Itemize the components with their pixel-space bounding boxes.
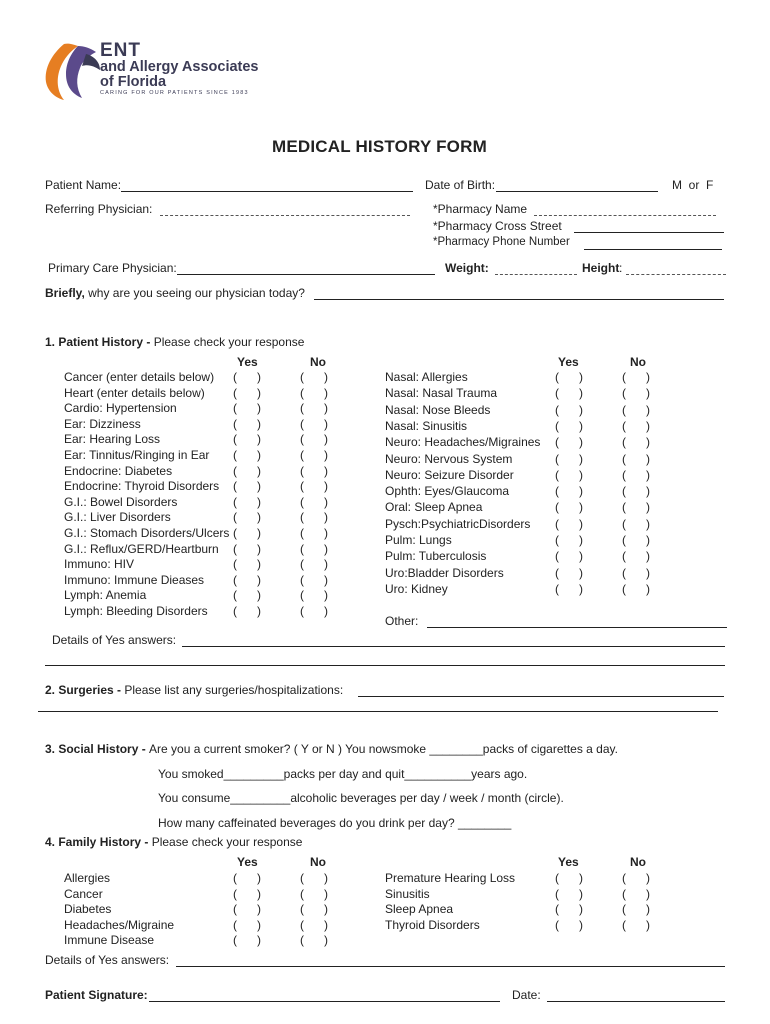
ph-right-yes-checkbox[interactable]: ( ) bbox=[555, 500, 583, 515]
ph-left-yes-checkbox[interactable]: ( ) bbox=[233, 510, 261, 525]
fh-left-yes-header: Yes bbox=[237, 855, 258, 869]
fh-left-item: Cancer bbox=[64, 886, 103, 901]
fh-right-no-checkbox[interactable]: ( ) bbox=[622, 917, 650, 932]
ph-left-yes-checkbox[interactable]: ( ) bbox=[233, 432, 261, 447]
ph-left-no-checkbox[interactable]: ( ) bbox=[300, 432, 328, 447]
fh-details-field[interactable] bbox=[176, 966, 725, 967]
other-label: Other: bbox=[385, 614, 419, 628]
ph-left-yes-checkbox[interactable]: ( ) bbox=[233, 604, 261, 618]
ph-left-item: Ear: Tinnitus/Ringing in Ear bbox=[64, 448, 210, 462]
ph-left-item: Lymph: Bleeding Disorders bbox=[64, 604, 208, 618]
signature-label: Patient Signature: bbox=[45, 988, 148, 1002]
ph-right-yes-checkbox[interactable]: ( ) bbox=[555, 402, 583, 417]
ph-left-item: Immuno: Immune Dieases bbox=[64, 572, 205, 587]
fh-left-item: Diabetes bbox=[64, 902, 112, 917]
fh-right-no-checkbox[interactable]: ( ) bbox=[622, 886, 650, 901]
ph-left-item: G.I.: Liver Disorders bbox=[64, 510, 171, 525]
surgeries-heading bbox=[45, 683, 343, 697]
ph-right-yes-checkbox[interactable]: ( ) bbox=[555, 549, 583, 564]
ph-right-item: Pulm: Lungs bbox=[385, 533, 452, 547]
form-title: MEDICAL HISTORY FORM bbox=[272, 137, 487, 156]
ph-left-item: Ear: Dizziness bbox=[64, 416, 141, 431]
ph-right-no-checkbox[interactable]: ( ) bbox=[622, 549, 650, 564]
fh-left-no-checkbox[interactable]: ( ) bbox=[300, 902, 328, 917]
pharmacy-phone-label: *Pharmacy Phone Number bbox=[433, 236, 570, 248]
ph-right-no-checkbox[interactable]: ( ) bbox=[622, 402, 650, 417]
signature-field[interactable] bbox=[149, 1001, 500, 1002]
ph-right-item: Nasal: Nasal Trauma bbox=[385, 386, 498, 401]
ph-right-item: Neuro: Headaches/Migraines bbox=[385, 435, 541, 450]
ph-right-no-checkbox[interactable]: ( ) bbox=[622, 418, 650, 433]
ph-left-no-checkbox[interactable]: ( ) bbox=[300, 604, 328, 618]
fh-right-yes-header: Yes bbox=[558, 855, 579, 869]
ph-left-yes-checkbox[interactable]: ( ) bbox=[233, 385, 261, 400]
fh-details-label: Details of Yes answers: bbox=[45, 953, 170, 967]
ph-right-no-checkbox[interactable]: ( ) bbox=[622, 516, 650, 531]
fh-right-yes-checkbox[interactable]: ( ) bbox=[555, 886, 583, 901]
fh-right-item: Thyroid Disorders bbox=[385, 917, 480, 932]
height-colon: : bbox=[619, 261, 623, 275]
ph-left-item: Immuno: HIV bbox=[64, 557, 135, 572]
social-history-heading-bold: 3. Social History - bbox=[45, 742, 150, 756]
patient-history-heading-bold: 1. Patient History - bbox=[45, 335, 154, 349]
fh-right-no-header: No bbox=[630, 855, 646, 869]
ph-right-yes-checkbox[interactable]: ( ) bbox=[555, 516, 583, 531]
fh-left-yes-checkbox[interactable]: ( ) bbox=[233, 917, 261, 932]
ph-right-item: Nasal: Sinusitis bbox=[385, 418, 468, 433]
ph-right-yes-checkbox[interactable]: ( ) bbox=[555, 467, 583, 482]
pcp-field[interactable] bbox=[177, 274, 435, 275]
logo-line1: ENT bbox=[100, 40, 141, 61]
ph-left-no-checkbox[interactable]: ( ) bbox=[300, 526, 328, 540]
ph-right-item: Oral: Sleep Apnea bbox=[385, 500, 483, 515]
fh-left-yes-checkbox[interactable]: ( ) bbox=[233, 871, 261, 885]
ph-left-no-checkbox[interactable]: ( ) bbox=[300, 416, 328, 431]
fh-right-yes-checkbox[interactable]: ( ) bbox=[555, 917, 583, 932]
surgeries-field[interactable] bbox=[358, 696, 724, 697]
logo-line3: of Florida bbox=[100, 74, 167, 90]
pharmacy-name-field[interactable] bbox=[534, 215, 716, 216]
family-history-heading-rest: Please check your response bbox=[151, 835, 303, 849]
ph-left-no-checkbox[interactable]: ( ) bbox=[300, 557, 328, 572]
ph-left-no-checkbox[interactable]: ( ) bbox=[300, 494, 328, 509]
ph-left-no-checkbox[interactable]: ( ) bbox=[300, 448, 328, 462]
weight-label: Weight: bbox=[445, 261, 489, 275]
fh-right-no-checkbox[interactable]: ( ) bbox=[622, 902, 650, 917]
ph-left-no-checkbox[interactable]: ( ) bbox=[300, 463, 328, 478]
ph-left-no-checkbox[interactable]: ( ) bbox=[300, 370, 328, 384]
fh-left-yes-checkbox[interactable]: ( ) bbox=[233, 902, 261, 917]
ph-right-no-checkbox[interactable]: ( ) bbox=[622, 484, 650, 499]
family-history-heading bbox=[45, 835, 302, 849]
ph-right-no-checkbox[interactable]: ( ) bbox=[622, 386, 650, 401]
ph-left-no-checkbox[interactable]: ( ) bbox=[300, 510, 328, 525]
ph-right-yes-checkbox[interactable]: ( ) bbox=[555, 418, 583, 433]
fh-left-no-checkbox[interactable]: ( ) bbox=[300, 886, 328, 901]
patient-name-label: Patient Name: bbox=[45, 178, 122, 192]
ph-left-yes-checkbox[interactable]: ( ) bbox=[233, 463, 261, 478]
ph-left-yes-checkbox[interactable]: ( ) bbox=[233, 526, 261, 540]
fh-right-item: Premature Hearing Loss bbox=[385, 871, 516, 885]
ph-details-label: Details of Yes answers: bbox=[52, 633, 177, 647]
ph-left-item: Endocrine: Diabetes bbox=[64, 463, 173, 478]
ph-right-item: Ophth: Eyes/Glaucoma bbox=[385, 484, 510, 499]
ph-left-yes-checkbox[interactable]: ( ) bbox=[233, 541, 261, 556]
weight-field[interactable] bbox=[495, 274, 577, 275]
ph-right-no-header: No bbox=[630, 355, 646, 369]
reason-field[interactable] bbox=[314, 299, 724, 300]
ph-right-yes-header: Yes bbox=[558, 355, 579, 369]
ph-right-no-checkbox[interactable]: ( ) bbox=[622, 451, 650, 466]
other-field[interactable] bbox=[427, 627, 727, 628]
ph-right-item: Uro:Bladder Disorders bbox=[385, 565, 504, 580]
height-field[interactable] bbox=[626, 274, 726, 275]
logo bbox=[42, 40, 259, 102]
patient-history-heading-rest: Please check your response bbox=[153, 335, 305, 349]
ph-right-item: Neuro: Nervous System bbox=[385, 451, 513, 466]
ph-left-item: Endocrine: Thyroid Disorders bbox=[64, 479, 220, 494]
reason-label: why are you seeing our physician today? bbox=[84, 286, 305, 300]
social-history-heading bbox=[45, 742, 618, 756]
ph-right-no-checkbox[interactable]: ( ) bbox=[622, 500, 650, 515]
patient-name-field[interactable] bbox=[121, 191, 413, 192]
ph-details-field[interactable] bbox=[182, 646, 725, 647]
ph-right-no-checkbox[interactable]: ( ) bbox=[622, 370, 650, 384]
logo-line2: and Allergy Associates bbox=[100, 59, 259, 75]
fh-left-no-header: No bbox=[310, 855, 326, 869]
dob-label: Date of Birth: bbox=[425, 178, 496, 192]
ph-left-item: Ear: Hearing Loss bbox=[64, 432, 161, 447]
ph-right-item: Pysch:PsychiatricDisorders bbox=[385, 516, 531, 531]
caffeine-question: How many caffeinated beverages do you drink per day? ________ bbox=[158, 816, 512, 830]
ph-right-item: Nasal: Allergies bbox=[385, 370, 468, 384]
ph-details-line-2[interactable] bbox=[45, 665, 725, 666]
ph-left-yes-checkbox[interactable]: ( ) bbox=[233, 416, 261, 431]
ph-left-no-checkbox[interactable]: ( ) bbox=[300, 479, 328, 494]
ph-left-yes-checkbox[interactable]: ( ) bbox=[233, 401, 261, 416]
fh-right-no-checkbox[interactable]: ( ) bbox=[622, 871, 650, 885]
ph-left-yes-checkbox[interactable]: ( ) bbox=[233, 557, 261, 572]
ph-left-item: Lymph: Anemia bbox=[64, 588, 147, 603]
ph-right-yes-checkbox[interactable]: ( ) bbox=[555, 370, 583, 384]
fh-left-item: Headaches/Migraine bbox=[64, 917, 175, 932]
ph-right-yes-checkbox[interactable]: ( ) bbox=[555, 484, 583, 499]
dob-field[interactable] bbox=[496, 191, 658, 192]
fh-left-no-checkbox[interactable]: ( ) bbox=[300, 933, 328, 948]
referring-physician-field[interactable] bbox=[160, 215, 410, 216]
ph-left-item: Heart (enter details below) bbox=[64, 385, 205, 400]
ph-left-item: G.I.: Reflux/GERD/Heartburn bbox=[64, 541, 219, 556]
ph-right-no-checkbox[interactable]: ( ) bbox=[622, 565, 650, 580]
fh-right-item: Sleep Apnea bbox=[385, 902, 454, 917]
fh-left-yes-checkbox[interactable]: ( ) bbox=[233, 886, 261, 901]
ph-left-item: G.I.: Stomach Disorders/Ulcers bbox=[64, 526, 230, 540]
height-label: Height bbox=[582, 261, 620, 275]
ph-left-no-checkbox[interactable]: ( ) bbox=[300, 588, 328, 603]
fh-left-no-checkbox[interactable]: ( ) bbox=[300, 917, 328, 932]
pharmacy-phone-field[interactable] bbox=[584, 249, 722, 250]
smoker-question: Are you a current smoker? ( Y or N ) You nowsmoke ________packs of cigarettes a day. bbox=[149, 742, 618, 756]
ph-right-item: Pulm: Tuberculosis bbox=[385, 549, 487, 564]
fh-right-item: Sinusitis bbox=[385, 886, 430, 901]
ph-right-no-checkbox[interactable]: ( ) bbox=[622, 533, 650, 547]
ph-left-no-header: No bbox=[310, 355, 326, 369]
patient-history-heading bbox=[45, 335, 304, 349]
family-history-heading-bold: 4. Family History - bbox=[45, 835, 152, 849]
pharmacy-street-label: *Pharmacy Cross Street bbox=[433, 219, 562, 233]
fh-right-yes-checkbox[interactable]: ( ) bbox=[555, 871, 583, 885]
ph-right-yes-checkbox[interactable]: ( ) bbox=[555, 581, 583, 596]
ph-left-no-checkbox[interactable]: ( ) bbox=[300, 572, 328, 587]
ph-left-no-checkbox[interactable]: ( ) bbox=[300, 541, 328, 556]
ph-left-yes-header: Yes bbox=[237, 355, 258, 369]
pharmacy-street-field[interactable] bbox=[574, 232, 724, 233]
reason-bold: Briefly, bbox=[45, 286, 85, 300]
ph-left-no-checkbox[interactable]: ( ) bbox=[300, 385, 328, 400]
referring-physician-label: Referring Physician: bbox=[45, 202, 153, 216]
ph-right-yes-checkbox[interactable]: ( ) bbox=[555, 386, 583, 401]
ph-right-yes-checkbox[interactable]: ( ) bbox=[555, 533, 583, 547]
alcohol-question: You consume_________alcoholic beverages per day / week / month (circle). bbox=[158, 791, 564, 805]
pharmacy-name-label: *Pharmacy Name bbox=[433, 202, 528, 216]
pcp-label: Primary Care Physician: bbox=[48, 261, 177, 275]
ph-left-item: Cancer (enter details below) bbox=[64, 370, 215, 384]
ph-left-yes-checkbox[interactable]: ( ) bbox=[233, 588, 261, 603]
smoked-question: You smoked_________packs per day and quit__________years ago. bbox=[158, 767, 528, 781]
ph-right-item: Neuro: Seizure Disorder bbox=[385, 467, 514, 482]
fh-left-item: Allergies bbox=[64, 871, 111, 885]
ph-left-yes-checkbox[interactable]: ( ) bbox=[233, 448, 261, 462]
ph-right-item: Uro: Kidney bbox=[385, 581, 448, 596]
logo-tagline: CARING FOR OUR PATIENTS SINCE 1983 bbox=[100, 90, 249, 96]
ph-left-yes-checkbox[interactable]: ( ) bbox=[233, 370, 261, 384]
ph-left-item: G.I.: Bowel Disorders bbox=[64, 494, 178, 509]
fh-left-no-checkbox[interactable]: ( ) bbox=[300, 871, 328, 885]
surgeries-heading-rest: Please list any surgeries/hospitalizations: bbox=[124, 683, 344, 697]
surgeries-line-2[interactable] bbox=[38, 711, 718, 712]
logo-mark-icon bbox=[42, 40, 102, 102]
fh-right-yes-checkbox[interactable]: ( ) bbox=[555, 902, 583, 917]
ph-right-no-checkbox[interactable]: ( ) bbox=[622, 435, 650, 450]
ph-right-yes-checkbox[interactable]: ( ) bbox=[555, 451, 583, 466]
ph-right-no-checkbox[interactable]: ( ) bbox=[622, 581, 650, 596]
fh-left-item: Immune Disease bbox=[64, 933, 155, 948]
ph-left-item: Cardio: Hypertension bbox=[64, 401, 177, 416]
date-label: Date: bbox=[512, 988, 541, 1002]
surgeries-heading-bold: 2. Surgeries - bbox=[45, 683, 125, 697]
gender-options[interactable]: M or F bbox=[672, 178, 714, 192]
ph-left-yes-checkbox[interactable]: ( ) bbox=[233, 479, 261, 494]
fh-left-yes-checkbox[interactable]: ( ) bbox=[233, 933, 261, 948]
ph-right-yes-checkbox[interactable]: ( ) bbox=[555, 435, 583, 450]
date-field[interactable] bbox=[547, 1001, 725, 1002]
ph-right-item: Nasal: Nose Bleeds bbox=[385, 402, 491, 417]
ph-right-yes-checkbox[interactable]: ( ) bbox=[555, 565, 583, 580]
ph-left-no-checkbox[interactable]: ( ) bbox=[300, 401, 328, 416]
ph-left-yes-checkbox[interactable]: ( ) bbox=[233, 572, 261, 587]
ph-right-no-checkbox[interactable]: ( ) bbox=[622, 467, 650, 482]
ph-left-yes-checkbox[interactable]: ( ) bbox=[233, 494, 261, 509]
reason-prompt bbox=[45, 286, 305, 300]
